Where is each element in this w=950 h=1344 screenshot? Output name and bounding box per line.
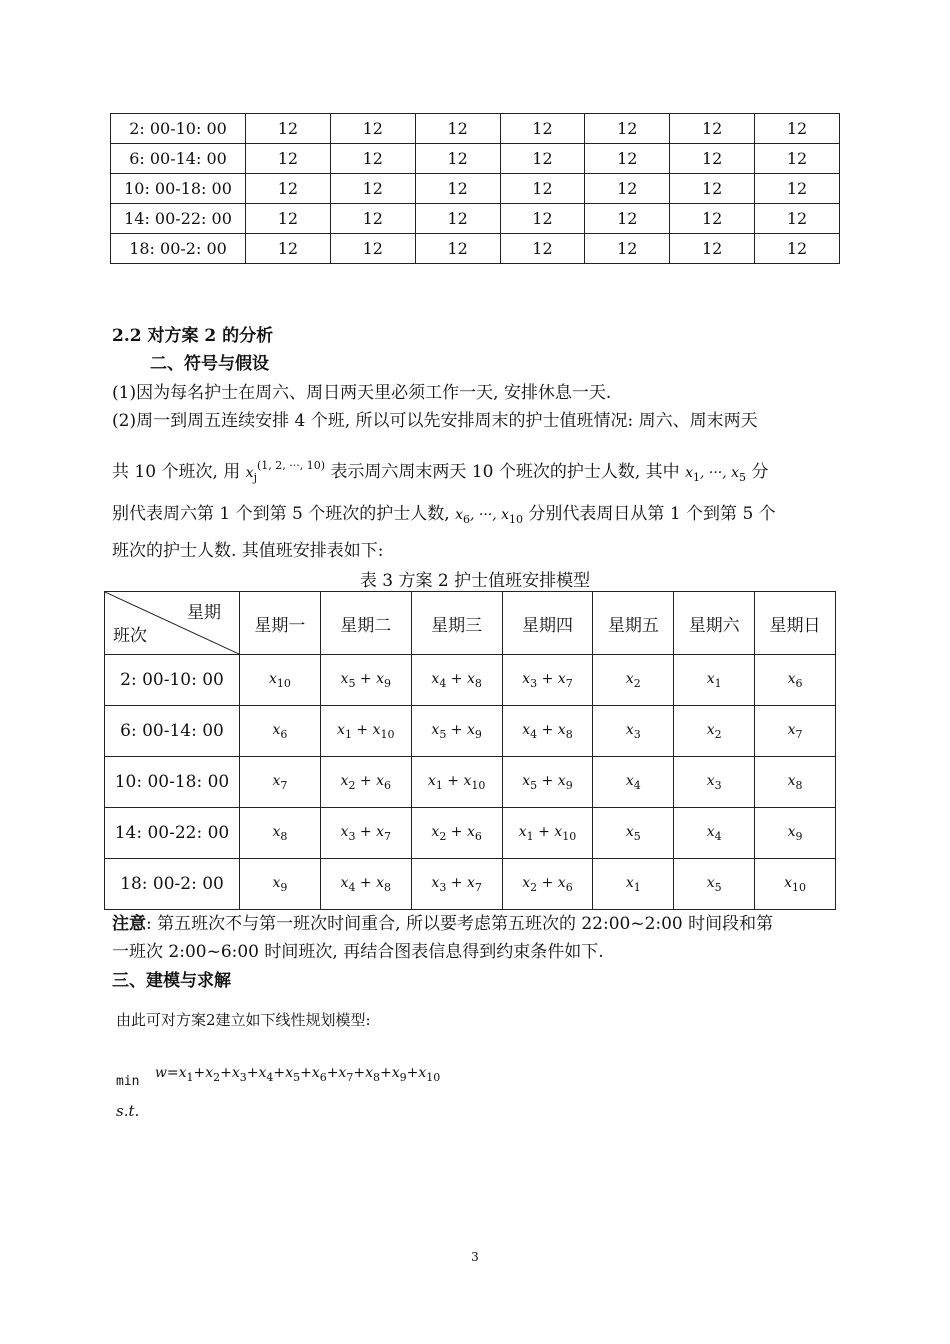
weekday-header-cell: 星期日 — [755, 592, 836, 655]
continuation-row — [111, 234, 840, 264]
nurse-count-cell: 12 — [500, 114, 585, 144]
continuation-table — [110, 113, 840, 264]
nurse-count-cell: 12 — [415, 114, 500, 144]
nurse-count-cell: 12 — [585, 234, 670, 264]
shift-time-cell: 14: 00-22: 00 — [111, 204, 246, 234]
schedule-header-row — [105, 592, 836, 655]
schedule-variable-cell: $x_1 + x_{10}$ — [411, 757, 502, 808]
schedule-variable-cell: $x_6$ — [755, 655, 836, 706]
modeling-intro: 由此可对方案2建立如下线性规划模型: — [116, 1011, 371, 1029]
paragraph-4-part-b: 分别代表周日从第 1 个到第 5 个 — [528, 504, 776, 524]
schedule-variable-cell: $x_4 + x_8$ — [320, 859, 411, 910]
schedule-variable-cell: $x_{10}$ — [240, 655, 321, 706]
shift-time-cell: 14: 00-22: 00 — [105, 808, 240, 859]
section-subheading: 二、符号与假设 — [150, 354, 269, 374]
nurse-count-cell: 12 — [670, 204, 755, 234]
paragraph-4 — [112, 500, 776, 534]
schedule-variable-cell: $x_7$ — [240, 757, 321, 808]
continuation-row — [111, 174, 840, 204]
nurse-count-cell: 12 — [330, 144, 415, 174]
schedule-variable-cell: $x_5$ — [593, 808, 674, 859]
paragraph-3-part-c: 分 — [751, 462, 769, 482]
nurse-count-cell: 12 — [755, 114, 840, 144]
schedule-variable-cell: $x_3$ — [674, 757, 755, 808]
shift-time-cell: 10: 00-18: 00 — [111, 174, 246, 204]
nurse-count-cell: 12 — [755, 144, 840, 174]
weekday-header-cell: 星期一 — [240, 592, 321, 655]
schedule-variable-cell: $x_4 + x_8$ — [502, 706, 593, 757]
shift-time-cell: 2: 00-10: 00 — [105, 655, 240, 706]
nurse-count-cell: 12 — [246, 114, 331, 144]
schedule-variable-cell: $x_2$ — [674, 706, 755, 757]
corner-label-shift: 班次 — [113, 626, 147, 646]
nurse-count-cell: 12 — [415, 174, 500, 204]
nurse-count-cell: 12 — [246, 144, 331, 174]
diagonal-header-cell — [105, 592, 240, 655]
paragraph-2: (2)周一到周五连续安排 4 个班, 所以可以先安排周末的护士值班情况: 周六、周末两天 — [112, 411, 758, 431]
nurse-count-cell: 12 — [670, 144, 755, 174]
schedule-variable-cell: $x_8$ — [240, 808, 321, 859]
weekday-header-cell: 星期六 — [674, 592, 755, 655]
shift-time-cell: 6: 00-14: 00 — [105, 706, 240, 757]
nurse-count-cell: 12 — [246, 174, 331, 204]
objective-function: $w=x_1+x_2+x_3+x_4+x_5+x_6+x_7+x_8+x_9+x_{10}$ — [154, 1065, 441, 1084]
schedule-row — [105, 859, 836, 910]
schedule-variable-cell: $x_2$ — [593, 655, 674, 706]
schedule-variable-cell: $x_5 + x_9$ — [320, 655, 411, 706]
schedule-variable-cell: $x_4 + x_8$ — [411, 655, 502, 706]
schedule-variable-cell: $x_1 + x_{10}$ — [320, 706, 411, 757]
shift-time-cell: 18: 00-2: 00 — [111, 234, 246, 264]
min-label: min — [116, 1074, 140, 1089]
schedule-row — [105, 655, 836, 706]
math-xj-sup: (1, 2, ···, 10) — [256, 459, 326, 472]
schedule-variable-cell: $x_5$ — [674, 859, 755, 910]
modeling-heading: 三、建模与求解 — [112, 971, 231, 991]
note-line-1: : 第五班次不与第一班次时间重合, 所以要考虑第五班次的 22:00~2:00 时间段和第 — [146, 914, 774, 934]
nurse-count-cell: 12 — [330, 114, 415, 144]
paragraph-3 — [112, 452, 768, 492]
nurse-count-cell: 12 — [330, 174, 415, 204]
shift-time-cell: 18: 00-2: 00 — [105, 859, 240, 910]
note-label: 注意 — [112, 914, 146, 934]
nurse-count-cell: 12 — [670, 234, 755, 264]
schedule-variable-cell: $x_3 + x_7$ — [411, 859, 502, 910]
math-xj: $x_j^{(1, 2, \cdot\cdot\cdot, 10)}$ — [245, 459, 326, 484]
note-line-2: 一班次 2:00~6:00 时间班次, 再结合图表信息得到约束条件如下. — [112, 942, 604, 962]
table-caption: 表 3 方案 2 护士值班安排模型 — [359, 571, 591, 591]
nurse-count-cell: 12 — [755, 234, 840, 264]
schedule-variable-cell: $x_9$ — [755, 808, 836, 859]
nurse-count-cell: 12 — [585, 144, 670, 174]
nurse-count-cell: 12 — [500, 144, 585, 174]
note-paragraph — [112, 910, 773, 938]
schedule-variable-cell: $x_1 + x_{10}$ — [502, 808, 593, 859]
schedule-row — [105, 757, 836, 808]
nurse-count-cell: 12 — [246, 234, 331, 264]
schedule-row — [105, 706, 836, 757]
paragraph-4-part-a: 别代表周六第 1 个到第 5 个班次的护士人数, — [112, 504, 450, 524]
schedule-variable-cell: $x_1$ — [674, 655, 755, 706]
paragraph-5: 班次的护士人数. 其值班安排表如下: — [112, 541, 384, 561]
shift-time-cell: 6: 00-14: 00 — [111, 144, 246, 174]
schedule-row — [105, 808, 836, 859]
schedule-variable-cell: $x_5 + x_9$ — [411, 706, 502, 757]
nurse-count-cell: 12 — [415, 204, 500, 234]
schedule-variable-cell: $x_3 + x_7$ — [320, 808, 411, 859]
nurse-count-cell: 12 — [585, 204, 670, 234]
paragraph-3-part-b: 表示周六周末两天 10 个班次的护士人数, 其中 — [330, 462, 680, 482]
schedule-variable-cell: $x_7$ — [755, 706, 836, 757]
schedule-variable-cell: $x_3$ — [593, 706, 674, 757]
nurse-count-cell: 12 — [330, 234, 415, 264]
nurse-count-cell: 12 — [670, 114, 755, 144]
subject-to-label: s.t. — [116, 1102, 140, 1120]
schedule-table — [104, 591, 836, 910]
weekday-header-cell: 星期三 — [411, 592, 502, 655]
nurse-count-cell: 12 — [415, 234, 500, 264]
nurse-count-cell: 12 — [500, 204, 585, 234]
schedule-variable-cell: $x_2 + x_6$ — [411, 808, 502, 859]
math-x6-x10: $x_6$, ···, $x_{10}$ — [455, 507, 524, 526]
schedule-variable-cell: $x_5 + x_9$ — [502, 757, 593, 808]
schedule-variable-cell: $x_2 + x_6$ — [502, 859, 593, 910]
continuation-row — [111, 204, 840, 234]
math-x1-x5: $x_1$, ···, $x_5$ — [685, 465, 747, 484]
schedule-variable-cell: $x_2 + x_6$ — [320, 757, 411, 808]
nurse-count-cell: 12 — [246, 204, 331, 234]
schedule-variable-cell: $x_{10}$ — [755, 859, 836, 910]
nurse-count-cell: 12 — [500, 234, 585, 264]
schedule-variable-cell: $x_4$ — [593, 757, 674, 808]
shift-time-cell: 10: 00-18: 00 — [105, 757, 240, 808]
weekday-header-cell: 星期四 — [502, 592, 593, 655]
weekday-header-cell: 星期二 — [320, 592, 411, 655]
nurse-count-cell: 12 — [755, 174, 840, 204]
paragraph-1: (1)因为每名护士在周六、周日两天里必须工作一天, 安排休息一天. — [112, 383, 612, 403]
section-heading: 2.2 对方案 2 的分析 — [112, 326, 274, 346]
nurse-count-cell: 12 — [330, 204, 415, 234]
shift-time-cell: 2: 00-10: 00 — [111, 114, 246, 144]
nurse-count-cell: 12 — [670, 174, 755, 204]
schedule-variable-cell: $x_1$ — [593, 859, 674, 910]
nurse-count-cell: 12 — [415, 144, 500, 174]
nurse-count-cell: 12 — [585, 114, 670, 144]
schedule-variable-cell: $x_4$ — [674, 808, 755, 859]
nurse-count-cell: 12 — [500, 174, 585, 204]
schedule-variable-cell: $x_9$ — [240, 859, 321, 910]
schedule-variable-cell: $x_8$ — [755, 757, 836, 808]
schedule-variable-cell: $x_3 + x_7$ — [502, 655, 593, 706]
continuation-row — [111, 144, 840, 174]
paragraph-3-part-a: 共 10 个班次, 用 — [112, 462, 241, 482]
page-number: 3 — [471, 1250, 479, 1264]
continuation-row — [111, 114, 840, 144]
schedule-variable-cell: $x_6$ — [240, 706, 321, 757]
nurse-count-cell: 12 — [585, 174, 670, 204]
corner-label-weekday: 星期 — [187, 603, 221, 623]
objective-row — [116, 1058, 440, 1092]
nurse-count-cell: 12 — [755, 204, 840, 234]
weekday-header-cell: 星期五 — [593, 592, 674, 655]
